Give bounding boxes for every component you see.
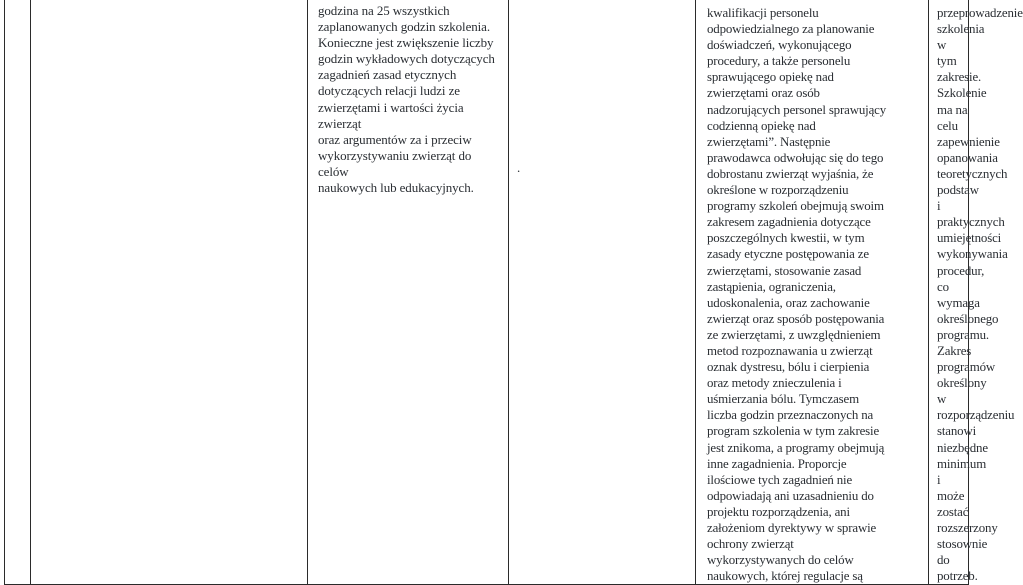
comment-text: godzina na 25 wszystkich zaplanowanych godzin szkolenia. Konieczne jest zwiększenie liczby godzin wykładowych dotyczących zagadnień zasad etycznych dotyczących relacji ludzi ze zwierzętami i wartości życia zwierząt oraz argumentów za i przeciw wykorzystywaniu zwierząt do celów naukowych lub edukacyjnych. (318, 3, 495, 196)
proposal-text: . (517, 160, 521, 175)
comments-table (4, 0, 1023, 585)
table-cell-number (5, 0, 31, 585)
table-cell-justification (696, 0, 929, 585)
table-cell-comment (308, 0, 509, 585)
table-row (5, 0, 969, 585)
justification-text: kwalifikacji personelu odpowiedzialnego za planowanie doświadczeń, wykonującego procedury, a także personelu sprawującego opiekę nad zwierzętami oraz osób nadzorujących personel sprawujący codzienną opiekę nad zwierzętami”. Następnie prawodawca odwołując się do tego dobrostanu zwierząt wyjaśnia, że określone w rozporządzeniu programy szkoleń obejmują swoim zakresem zagadnienia dotyczące poszczególnych kwestii, w tym zasady etyczne postępowania ze zwierzętami, stosowanie zasad zastąpienia, ograniczenia, udoskonalenia, oraz zachowanie zwierząt oraz sposób postępowania ze zwierzętami, z uwzględnieniem metod rozpoznawania u zwierząt oznak dystresu, bólu i cierpienia oraz metody znieczulenia i uśmierzania bólu. Tymczasem liczba godzin przeznaczonych na program szkolenia w tym zakresie jest znikoma, a programy obejmują inne zagadnienia. Proporcje ilościowe tych zagadnień nie odpowiadają ani uzasadnieniu do projektu rozporządzenia, ani założeniom dyrektywy w sprawie ochrony zwierząt wykorzystywanych do celów naukowych, której regulacje są (707, 6, 887, 584)
table-cell-section (31, 0, 308, 585)
table-cell-response (929, 0, 1023, 585)
table-cell-proposal (509, 0, 696, 585)
response-text: przeprowadzenie szkolenia w tym zakresie. Szkolenie ma na celu zapewnienie opanowania teoretycznych podstaw i praktycznych umiejętności wykonywania procedur, co wymaga określonego programu. Zakres programów określony w rozporządzeniu stanowi niezbędne minimum i może zostać rozszerzony stosownie do potrzeb. (937, 6, 1023, 584)
